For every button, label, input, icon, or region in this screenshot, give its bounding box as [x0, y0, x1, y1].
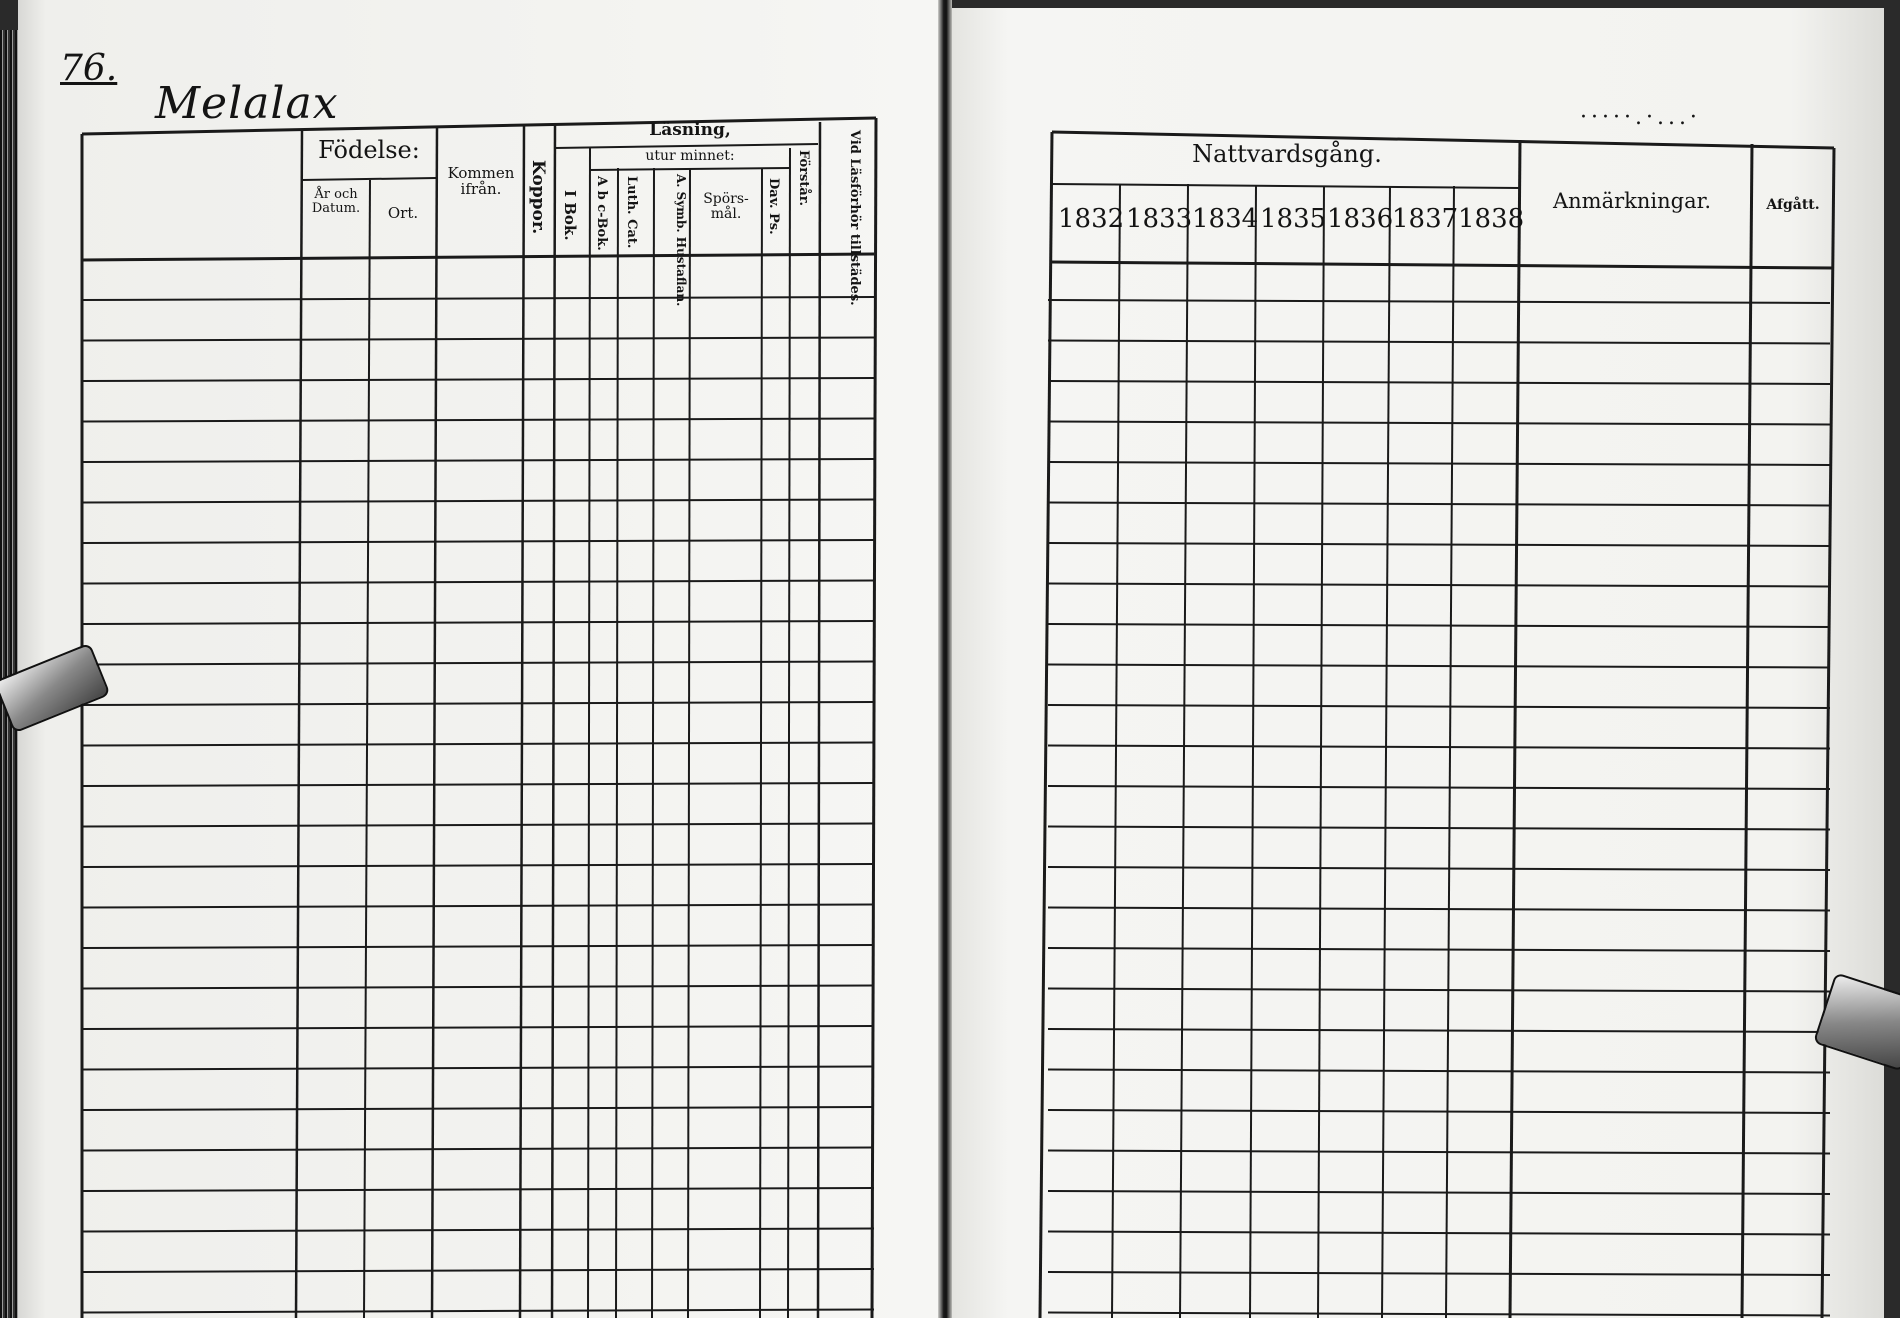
right-row-line	[1048, 300, 1830, 303]
header-afgatt: Afgått.	[1766, 197, 1820, 213]
left-row-line	[82, 459, 874, 462]
left-row-line	[82, 1188, 874, 1191]
left-row-line	[82, 1067, 874, 1070]
right-row-line	[1048, 1029, 1830, 1032]
left-row-line	[82, 621, 874, 624]
right-row-line	[1048, 1070, 1830, 1073]
right-row-line	[1048, 1313, 1830, 1316]
right-row-line	[1048, 705, 1830, 708]
left-row-line	[82, 1107, 874, 1110]
right-row-line	[1048, 381, 1830, 384]
header-nattvardsgang: Nattvardsgång.	[1192, 140, 1382, 168]
header-fodelse: Födelse:	[318, 136, 420, 164]
village-name: Melalax	[155, 78, 339, 129]
left-row-line	[82, 1229, 874, 1232]
header-ar-och-datum: År och Datum.	[311, 187, 361, 216]
left-row-line	[82, 662, 874, 665]
year-1832: 1832	[1058, 204, 1125, 234]
right-row-line	[1048, 867, 1830, 870]
left-row-line	[82, 581, 874, 584]
header-dav-ps: Dav. Ps.	[766, 178, 781, 235]
left-row-line	[82, 905, 874, 908]
left-row-line	[82, 1310, 874, 1313]
right-row-line	[1048, 422, 1830, 425]
right-row-line	[1048, 786, 1830, 789]
header-utur-minnet: utur minnet:	[645, 148, 735, 164]
left-row-line	[82, 824, 874, 827]
right-row-line	[1048, 746, 1830, 749]
header-vid-lasforhor: Vid Läsförhör tillstädes.	[847, 130, 862, 306]
header-koppor: Koppor.	[528, 160, 548, 235]
right-row-line	[1048, 584, 1830, 587]
right-row-line	[1048, 624, 1830, 627]
left-row-line	[82, 540, 874, 543]
left-row-line	[82, 378, 874, 381]
page-number: 76.	[60, 48, 118, 89]
left-row-line	[82, 783, 874, 786]
left-row-line	[82, 1026, 874, 1029]
left-row-line	[82, 864, 874, 867]
header-a-symb-hustaflan: A. Symb. Hustaflan.	[674, 174, 688, 307]
right-row-line	[1048, 503, 1830, 506]
right-row-line	[1048, 989, 1830, 992]
right-row-line	[1048, 1151, 1830, 1154]
year-1836: 1836	[1327, 204, 1394, 234]
header-i-bok: I Bok.	[561, 190, 579, 241]
right-row-line	[1048, 1191, 1830, 1194]
left-row-line	[82, 500, 874, 503]
left-row-line	[82, 945, 874, 948]
header-kommen-ifran: Kommen ifrån.	[447, 164, 515, 198]
right-row-line	[1048, 341, 1830, 344]
year-1835: 1835	[1260, 204, 1327, 234]
right-row-line	[1048, 1110, 1830, 1113]
right-row-line	[1048, 948, 1830, 951]
left-row-line	[82, 702, 874, 705]
header-anmarkningar: Anmärkningar.	[1552, 189, 1712, 213]
year-1837: 1837	[1392, 204, 1459, 234]
left-row-line	[82, 297, 874, 300]
header-forstar: Förstår.	[796, 150, 811, 206]
left-row-line	[82, 1148, 874, 1151]
header-ort: Ort.	[387, 204, 419, 222]
left-row-line	[82, 1269, 874, 1272]
year-1833: 1833	[1126, 204, 1193, 234]
year-1838: 1838	[1458, 204, 1525, 234]
left-row-line	[82, 338, 874, 341]
right-row-line	[1048, 665, 1830, 668]
right-row-line	[1048, 1272, 1830, 1275]
left-row-line	[82, 743, 874, 746]
right-row-line	[1048, 462, 1830, 465]
right-row-line	[1048, 908, 1830, 911]
left-row-line	[82, 419, 874, 422]
right-row-line	[1048, 1232, 1830, 1235]
right-row-line	[1048, 543, 1830, 546]
year-1834: 1834	[1192, 204, 1259, 234]
right-row-line	[1048, 827, 1830, 830]
header-abc-bok: A b c-Bok.	[594, 176, 609, 251]
pencil-marks: ·····.·...·	[1580, 105, 1701, 130]
header-lasning: Läsning,	[649, 120, 731, 140]
header-sporsmal: Spörs-mål.	[703, 191, 749, 222]
left-row-line	[82, 986, 874, 989]
header-luth-cat: Luth. Cat.	[624, 176, 639, 249]
